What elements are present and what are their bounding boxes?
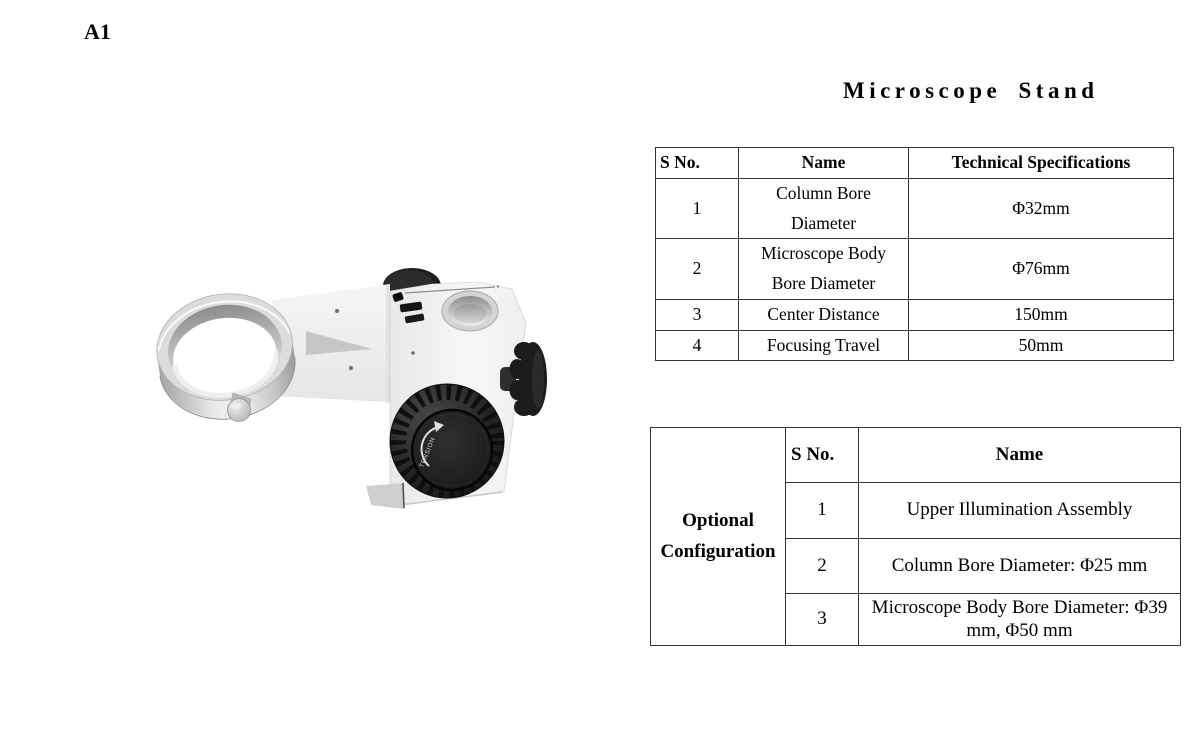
spec-name: Microscope Body Bore Diameter (739, 239, 909, 300)
page-title: Microscope Stand (843, 78, 1099, 103)
spec-col-header-name: Name (739, 148, 909, 179)
spec-sno: 2 (656, 239, 739, 300)
optional-config-table (650, 427, 1181, 646)
optional-sno: 2 (786, 539, 859, 594)
optional-config-group-label: Optional Configuration (651, 428, 786, 646)
optional-table-header-row (651, 428, 1181, 483)
table-row (656, 239, 1174, 300)
spec-value: 50mm (909, 330, 1174, 361)
product-figure (140, 245, 580, 535)
microscope-stand-photo (140, 245, 580, 535)
optional-name: Column Bore Diameter: Φ25 mm (859, 539, 1181, 594)
spec-sno: 1 (656, 178, 739, 239)
spec-name: Column Bore Diameter (739, 178, 909, 239)
spec-name: Focusing Travel (739, 330, 909, 361)
optional-name: Upper Illumination Assembly (859, 483, 1181, 539)
spec-value: 150mm (909, 299, 1174, 330)
spec-name: Center Distance (739, 299, 909, 330)
optional-sno: 3 (786, 594, 859, 646)
spec-value: Φ32mm (909, 178, 1174, 239)
knob-label: TENSION (418, 436, 437, 469)
table-row (656, 299, 1174, 330)
spec-sno: 3 (656, 299, 739, 330)
optional-col-header-sno: S No. (786, 428, 859, 483)
dovetail-foot (366, 483, 404, 509)
table-row (656, 330, 1174, 361)
spec-table (655, 147, 1174, 361)
table-row (656, 178, 1174, 239)
spec-col-header-sno: S No. (656, 148, 739, 179)
spec-value: Φ76mm (909, 239, 1174, 300)
page-label: A1 (84, 19, 111, 44)
optional-name: Microscope Body Bore Diameter: Φ39 mm, Φ50 mm (859, 594, 1181, 646)
column-bore-hole (442, 291, 498, 331)
focus-knob (390, 384, 504, 498)
spec-col-header-spec: Technical Specifications (909, 148, 1174, 179)
spec-sno: 4 (656, 330, 739, 361)
optional-sno: 1 (786, 483, 859, 539)
optional-col-header-name: Name (859, 428, 1181, 483)
spec-table-header-row (656, 148, 1174, 179)
